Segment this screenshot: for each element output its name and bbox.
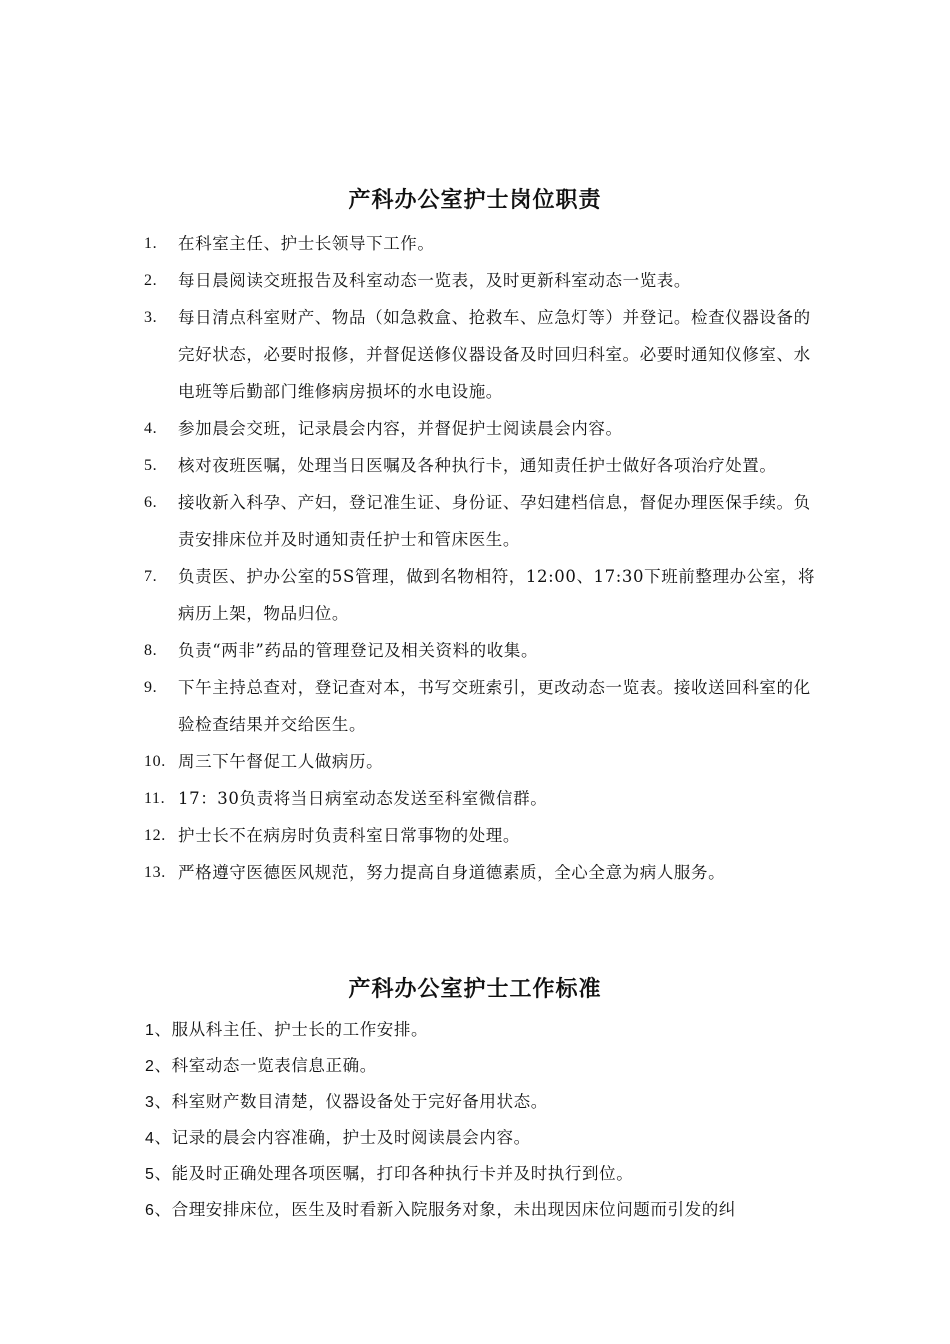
duties-list [140,225,820,891]
item-number: 4. [144,420,158,437]
item-text: 、服从科主任、护士长的工作安排。 [154,1020,429,1039]
item-text: 负责医、护办公室的5S管理，做到名物相符，12:00、17:30下班前整理办公室，将病历上架，物品归位。 [178,567,816,623]
list-item [140,1012,820,1048]
item-number: 5 [145,1166,155,1183]
item-text: 护士长不在病房时负责科室日常事物的处理。 [178,826,520,845]
section-title-standards: 产科办公室护士工作标准 [348,977,602,1002]
list-item [140,225,820,262]
list-item [140,447,820,484]
list-item [140,854,820,891]
item-text: 17：30负责将当日病室动态发送至科室微信群。 [178,789,548,808]
list-item [140,262,820,299]
list-item [140,1192,820,1228]
item-number: 5. [144,457,158,474]
item-text: 周三下午督促工人做病历。 [178,752,384,771]
item-number: 1. [144,235,158,252]
item-text: 、合理安排床位，医生及时看新入院服务对象，未出现因床位问题而引发的纠 [154,1200,736,1219]
item-text: 、记录的晨会内容准确，护士及时阅读晨会内容。 [154,1128,531,1147]
item-number: 12. [144,827,166,844]
item-number: 3 [145,1094,155,1111]
section-title-duties: 产科办公室护士岗位职责 [348,188,602,213]
item-number: 2 [145,1058,155,1075]
list-item [140,1156,820,1192]
item-number: 7. [144,568,158,585]
list-item [140,669,820,743]
list-item [140,817,820,854]
item-text: 下午主持总查对，登记查对本，书写交班索引，更改动态一览表。接收送回科室的化验检查结果并交给医生。 [178,678,811,734]
item-text: 接收新入科孕、产妇，登记准生证、身份证、孕妇建档信息，督促办理医保手续。负责安排床位并及时通知责任护士和管床医生。 [178,493,811,549]
list-item [140,558,820,632]
list-item [140,780,820,817]
list-item [140,1048,820,1084]
item-text: 核对夜班医嘱，处理当日医嘱及各种执行卡，通知责任护士做好各项治疗处置。 [178,456,777,475]
item-number: 2. [144,272,158,289]
item-number: 6 [145,1202,155,1219]
list-item [140,743,820,780]
item-text: 每日清点科室财产、物品（如急救盒、抢救车、应急灯等）并登记。检查仪器设备的完好状态，必要时报修，并督促送修仪器设备及时回归科室。必要时通知仪修室、水电班等后勤部门维修病房损坏的水电设施。 [178,308,811,401]
list-item [140,1084,820,1120]
item-text: 参加晨会交班，记录晨会内容，并督促护士阅读晨会内容。 [178,419,623,438]
item-text: 、科室财产数目清楚，仪器设备处于完好备用状态。 [154,1092,548,1111]
item-number: 10. [144,753,166,770]
list-item [140,299,820,410]
item-text: 严格遵守医德医风规范，努力提高自身道德素质，全心全意为病人服务。 [178,863,726,882]
item-number: 9. [144,679,158,696]
item-number: 11. [144,790,166,807]
list-item [140,484,820,558]
item-text: 负责“两非”药品的管理登记及相关资料的收集。 [178,641,539,660]
item-number: 4 [145,1130,155,1147]
item-number: 3. [144,309,158,326]
item-number: 8. [144,642,158,659]
list-item [140,1120,820,1156]
item-number: 6. [144,494,158,511]
standards-list [140,1012,820,1228]
list-item [140,410,820,447]
item-text: 每日晨阅读交班报告及科室动态一览表，及时更新科室动态一览表。 [178,271,691,290]
item-number: 1 [145,1022,155,1039]
list-item [140,632,820,669]
item-number: 13. [144,864,166,881]
item-text: 、科室动态一览表信息正确。 [154,1056,377,1075]
item-text: 、能及时正确处理各项医嘱，打印各种执行卡并及时执行到位。 [154,1164,634,1183]
item-text: 在科室主任、护士长领导下工作。 [178,234,435,253]
